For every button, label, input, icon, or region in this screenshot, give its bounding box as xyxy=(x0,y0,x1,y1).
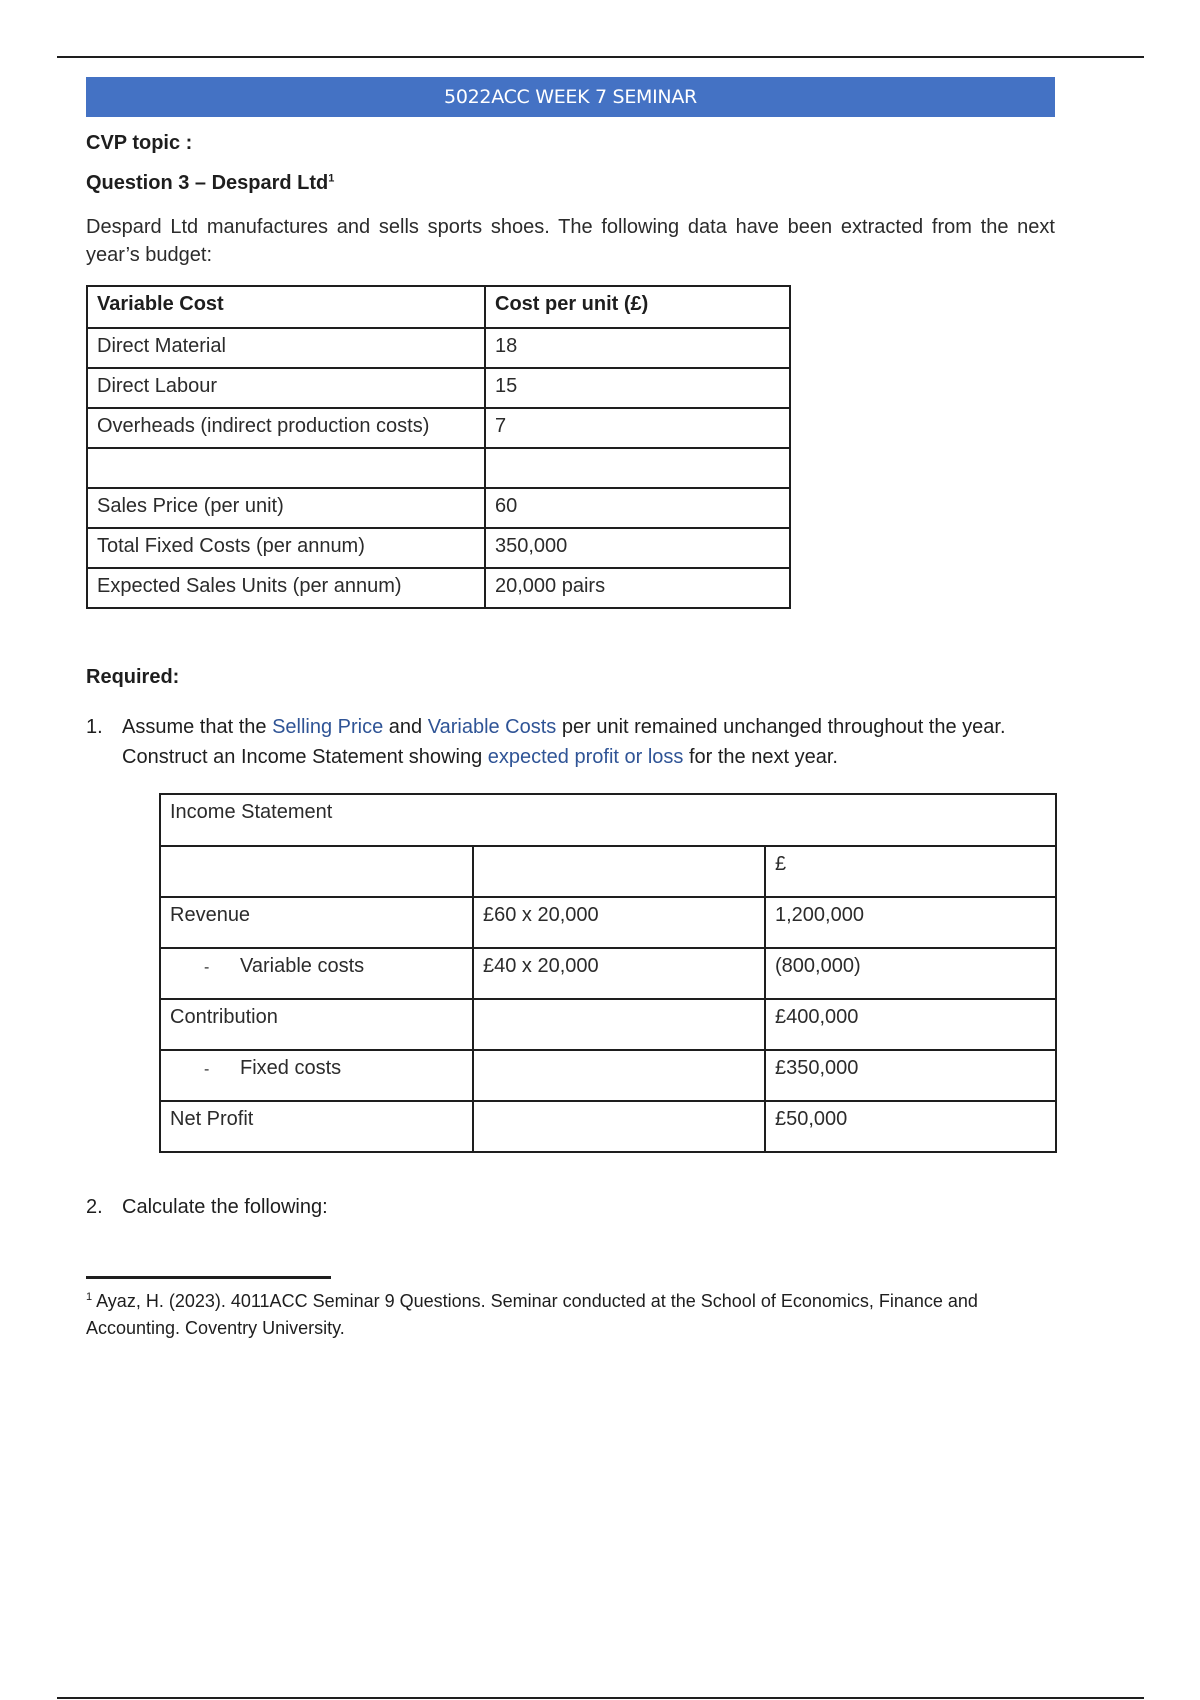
question-1-text xyxy=(122,712,1055,772)
income-statement-header-row xyxy=(160,846,1056,897)
q1-text-part: and xyxy=(383,716,428,738)
table-row-blank xyxy=(87,448,790,488)
q1-text-part: Assume that the xyxy=(122,716,273,738)
budget-header-variable-cost: Variable Cost xyxy=(87,286,485,328)
question-2-text: Calculate the following: xyxy=(122,1196,328,1218)
budget-cell-label: Direct Material xyxy=(87,328,485,368)
table-row xyxy=(87,408,790,448)
table-row xyxy=(160,999,1056,1050)
minus-bullet: - xyxy=(204,959,210,976)
income-cell-amount: £50,000 xyxy=(765,1101,1056,1152)
budget-cell-label: Total Fixed Costs (per annum) xyxy=(87,528,485,568)
income-cell-amount: £350,000 xyxy=(765,1050,1056,1101)
table-row xyxy=(87,368,790,408)
income-cell-calc xyxy=(473,1050,765,1101)
budget-cell-value xyxy=(485,448,790,488)
budget-cell-label: Sales Price (per unit) xyxy=(87,488,485,528)
question-2-number: 2. xyxy=(86,1196,103,1218)
income-cell-calc xyxy=(473,1101,765,1152)
income-cell-label xyxy=(160,999,473,1050)
table-row xyxy=(160,1050,1056,1101)
q1-text-part: per unit remained unchanged throughout the year. Construct an Income Statement showing xyxy=(122,716,1006,768)
budget-cell-value: 350,000 xyxy=(485,528,790,568)
footnote-marker: 1 xyxy=(86,1291,93,1303)
table-row xyxy=(87,328,790,368)
income-header-empty xyxy=(473,846,765,897)
footnote-reference[interactable]: 1 xyxy=(328,172,335,185)
budget-cell-value: 18 xyxy=(485,328,790,368)
topic-heading: CVP topic : xyxy=(86,132,193,154)
q1-text-part: for the next year. xyxy=(683,746,838,768)
income-label-text: Fixed costs xyxy=(240,1057,342,1079)
q1-highlight-expected-profit: expected profit or loss xyxy=(487,746,684,768)
income-header-currency: £ xyxy=(765,846,1056,897)
income-cell-amount: 1,200,000 xyxy=(765,897,1056,948)
income-cell-calc: £60 x 20,000 xyxy=(473,897,765,948)
seminar-banner xyxy=(86,77,1055,117)
income-header-empty xyxy=(160,846,473,897)
question-heading xyxy=(86,172,334,195)
q1-highlight-variable-costs: Variable Costs xyxy=(427,716,557,738)
budget-cell-label: Overheads (indirect production costs) xyxy=(87,408,485,448)
banner-title: 5022ACC WEEK 7 SEMINAR xyxy=(444,86,697,108)
income-cell-label xyxy=(160,1101,473,1152)
question-1 xyxy=(86,712,1055,772)
budget-cell-label: Direct Labour xyxy=(87,368,485,408)
income-statement-title: Income Statement xyxy=(160,794,1056,846)
budget-table xyxy=(86,285,791,609)
income-label-text: Net Profit xyxy=(170,1108,254,1130)
income-label-text: Revenue xyxy=(170,904,251,926)
income-cell-amount: (800,000) xyxy=(765,948,1056,999)
question-title: Question 3 – Despard Ltd xyxy=(86,172,329,194)
table-row xyxy=(87,488,790,528)
table-row xyxy=(160,897,1056,948)
income-statement-title-row xyxy=(160,794,1056,846)
budget-cell-label: Expected Sales Units (per annum) xyxy=(87,568,485,608)
income-label-text: Variable costs xyxy=(240,955,365,977)
footnote-separator xyxy=(86,1276,331,1279)
budget-cell-value: 60 xyxy=(485,488,790,528)
q1-highlight-selling-price: Selling Price xyxy=(272,716,384,738)
footnote-text: Ayaz, H. (2023). 4011ACC Seminar 9 Questions. Seminar conducted at the School of Economics, Finance and Accounting. Coventry University. xyxy=(86,1291,978,1338)
table-row xyxy=(160,1101,1056,1152)
income-cell-calc: £40 x 20,000 xyxy=(473,948,765,999)
budget-cell-label xyxy=(87,448,485,488)
income-cell-amount: £400,000 xyxy=(765,999,1056,1050)
income-cell-calc xyxy=(473,999,765,1050)
budget-cell-value: 7 xyxy=(485,408,790,448)
footnote xyxy=(86,1284,1055,1342)
question-2 xyxy=(86,1196,328,1219)
income-label-text: Contribution xyxy=(170,1006,278,1028)
income-cell-label xyxy=(160,1050,473,1101)
question-intro: Despard Ltd manufactures and sells sports shoes. The following data have been extracted from the next year’s budget: xyxy=(86,216,1055,266)
page-bottom-rule xyxy=(57,1697,1144,1699)
table-row xyxy=(87,528,790,568)
income-statement-table xyxy=(159,793,1057,1153)
page-top-rule xyxy=(57,56,1144,58)
table-row xyxy=(160,948,1056,999)
income-cell-label xyxy=(160,897,473,948)
budget-table-header-row xyxy=(87,286,790,328)
budget-header-cost-per-unit: Cost per unit (£) xyxy=(485,286,790,328)
required-heading: Required: xyxy=(86,666,180,688)
budget-cell-value: 15 xyxy=(485,368,790,408)
income-cell-label xyxy=(160,948,473,999)
minus-bullet: - xyxy=(204,1061,210,1078)
question-1-number: 1. xyxy=(86,716,103,738)
table-row xyxy=(87,568,790,608)
budget-cell-value: 20,000 pairs xyxy=(485,568,790,608)
